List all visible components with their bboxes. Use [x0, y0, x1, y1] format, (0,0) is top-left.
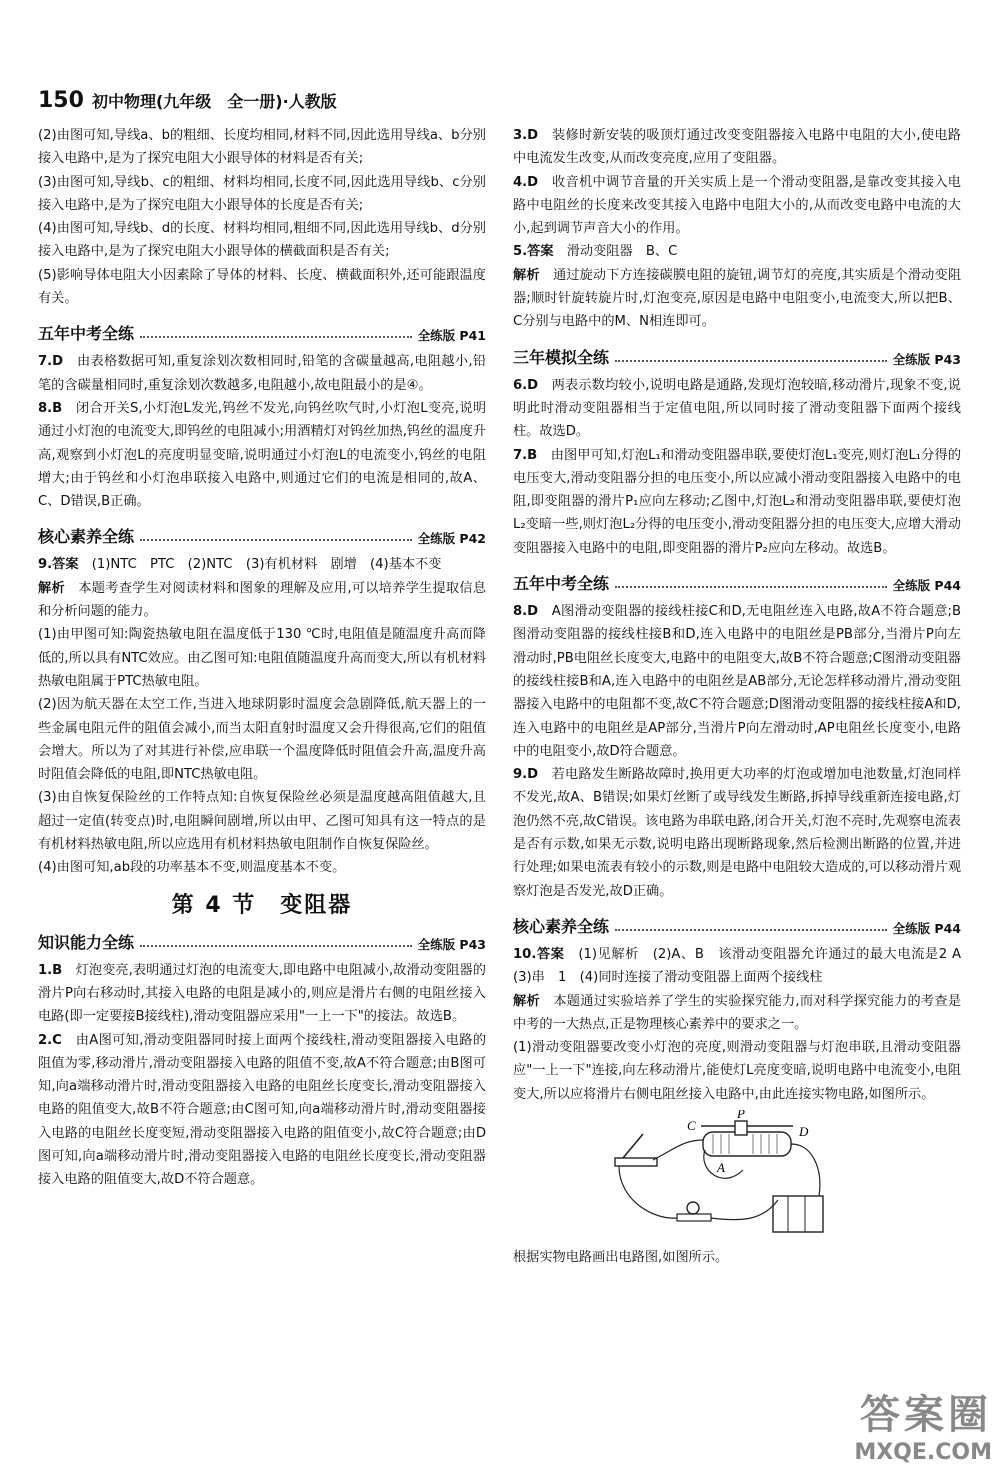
- book-title: 初中物理(九年级 全一册)·人教版: [91, 92, 337, 111]
- right-column: [513, 124, 975, 1269]
- section-title: 核心素养全练: [38, 527, 135, 547]
- analysis: [513, 990, 961, 1037]
- section-ref: 全练版 P43: [417, 936, 486, 952]
- answer-item: [38, 959, 486, 1029]
- section-ref: 全练版 P41: [417, 328, 486, 344]
- watermark-logo: [854, 1383, 992, 1465]
- section-title: 核心素养全练: [513, 916, 610, 936]
- answer-text: A图滑动变阻器的接线柱接C和D,无电阻丝连入电路,故A不符合题意;B图滑动变阻器的接线柱接B和D,连入电路中的电阻丝是PB部分,当滑片P向左滑动时,PB电阻丝长度变大,电路中的电阻变大,故B不符合题意;C图滑动变阻器的接线柱接B和A,连入电路中的电阻丝是AB部分,无论怎样移动滑片,滑动变阻器接入电路中的电阻都不变,故C不符合题意;D图滑动变阻器的接线柱接A和D,连入电路中的电阻丝是AP部分,当滑片P向左滑动时,AP电阻丝长度变小,电路中的电阻变小,故D符合题意。: [513, 604, 962, 759]
- label-c: C: [687, 1117, 696, 1133]
- label-p: P: [737, 1109, 745, 1121]
- answer-item: [513, 600, 961, 763]
- analysis-text: 通过旋动下方连接碳膜电阻的旋钮,调节灯的亮度,其实质是个滑动变阻器;顺时针旋转旋片时,灯泡变亮,原因是电路中电阻变小,电流变大,所以把B、C分别与电路中的M、N相连即可。: [513, 267, 962, 330]
- question-number: 7.B: [513, 447, 538, 463]
- watermark-text: 答案圈: [860, 1392, 992, 1438]
- answer-paragraph: (2)由图可知,导线a、b的粗细、长度均相同,材料不同,因此选用导线a、b分别接入电路中,是为了探究电阻大小跟导体的材料是否有关;: [38, 128, 486, 167]
- switch-lever: [623, 1134, 643, 1158]
- divider: [615, 929, 887, 931]
- battery: [773, 1196, 823, 1232]
- answer-item: [38, 553, 486, 576]
- answer-item: [513, 124, 961, 171]
- answer-text: 收音机中调节音量的开关实质上是一个滑动变阻器,是靠改变其接入电路中电阻丝的长度来改变其接入电路中电阻大小的,从而改变电路中电流的大小,起到调节声音大小的作用。: [513, 174, 961, 237]
- answer-text: 由A图可知,滑动变阻器同时接上面两个接线柱,滑动变阻器接入电路的阻值为零,移动滑片,滑动变阻器接入电路的阻值不变,故A不符合题意;由B图可知,向a端移动滑片时,滑动变阻器接入电路的电阻丝长度变长,滑动变阻器接入电路的阻值变大,故B不符合题意;由C图可知,向a端移动滑片时,滑动变阻器接入电路的电阻丝长度变短,滑动变阻器接入电路的阻值变小,故C符合题意;由D图可知,向a端移动滑片时,滑动变阻器接入电路的电阻丝长度变长,滑动变阻器接入电路的阻值变大,故D不符合题意。: [38, 1032, 487, 1188]
- answer-text: 闭合开关S,小灯泡L发光,钨丝不发光,向钨丝吹气时,小灯泡L变亮,说明通过小灯泡的电流变大,即钨丝的电阻减小;用酒精灯对钨丝加热,钨丝的温度升高,观察到小灯泡L的亮度明显变暗,说明通过小灯泡L的电流变小,钨丝的电阻增大;由于钨丝和小灯泡串联接入电路中,则通过它们的电流是相同的,故A、C、D错误,B正确。: [38, 400, 487, 510]
- question-number: 8.B: [38, 400, 63, 416]
- divider: [140, 336, 412, 338]
- question-number: 7.D: [38, 354, 64, 370]
- analysis-label: 解析: [513, 267, 540, 283]
- section-title: 知识能力全练: [38, 932, 135, 952]
- slider: [735, 1121, 747, 1135]
- section-title: 五年中考全练: [38, 324, 135, 344]
- page-header: [38, 88, 337, 113]
- answer-paragraph: (3)由自恢复保险丝的工作特点知:自恢复保险丝必须是温度越高阻值越大,且超过一定值(转变点)时,电阻瞬间剧增,所以由甲、乙图可知具有这一特点的是有机材料热敏电阻,所以应选用有机材料热敏电阻制作自恢复保险丝。: [38, 790, 486, 853]
- answer-text: 由表格数据可知,重复涂划次数相同时,铅笔的含碳量越高,电阻越小,铅笔的含碳量相同时,重复涂划次数越多,电阻越小,故电阻最小的是④。: [38, 354, 487, 393]
- question-number: 1.B: [38, 962, 63, 978]
- circuit-figure: [613, 1110, 863, 1240]
- section-ref: 全练版 P44: [892, 920, 961, 936]
- analysis-text: 本题考查学生对阅读材料和图象的理解及应用,可以培养学生提取信息和分析问题的能力。: [38, 580, 487, 620]
- label-d: D: [799, 1123, 809, 1139]
- section-ref: 全练版 P43: [892, 351, 961, 367]
- analysis: [513, 264, 961, 334]
- question-number: 9.D: [513, 767, 539, 783]
- section-header: [513, 911, 961, 937]
- answer-item: [513, 943, 975, 990]
- circuit-drawing: [613, 1110, 863, 1240]
- question-number: 8.D: [513, 604, 539, 620]
- answer-paragraph: (4)由图可知,导线b、d的长度、材料均相同,粗细不同,因此选用导线b、d分别接入电路中,是为了探究电阻大小跟导体的横截面积是否有关;: [38, 221, 486, 260]
- left-column: [38, 124, 486, 1192]
- answer-text: 装修时新安装的吸顶灯通过改变变阻器接入电路中电阻的大小,使电路中电流发生改变,从而改变亮度,应用了变阻器。: [513, 128, 961, 167]
- answer-text: 滑动变阻器 B、C: [566, 244, 678, 260]
- section-title: 三年模拟全练: [513, 347, 610, 367]
- divider: [140, 539, 412, 541]
- divider: [615, 360, 887, 362]
- section-ref: 全练版 P44: [892, 578, 961, 594]
- analysis-label: 解析: [38, 580, 65, 596]
- section-header: [38, 927, 486, 953]
- answer-item: [513, 240, 961, 263]
- section-header: [38, 318, 486, 344]
- chapter-title: 第 4 节 变阻器: [171, 892, 353, 918]
- section-header: [513, 568, 961, 594]
- answer-paragraph: (1)滑动变阻器要改变小灯泡的亮度,则滑动变阻器与灯泡串联,且滑动变阻器应"一上一下"连接,向左移动滑片,能使灯L亮度变暗,说明电路中电流变小,电阻变大,所以应将滑片右侧电阻丝接入电路中,由此连接实物电路,如图所示。: [513, 1040, 961, 1102]
- answer-paragraph: (4)由图可知,ab段的功率基本不变,则温度基本不变。: [38, 860, 346, 876]
- answer-text: 灯泡变亮,表明通过灯泡的电流变大,即电路中电阻减小,故滑动变阻器的滑片P向右移动时,其接入电路的电阻是减小的,则应是滑片右侧的电阻丝接入电路(即一定要接B接线柱),滑动变阻器应采用"一上一下"的接法。故选B。: [38, 962, 486, 1025]
- section-header: [38, 521, 486, 547]
- watermark-url: MXQE.COM: [854, 1440, 992, 1465]
- answer-paragraph: 根据实物电路画出电路图,如图所示。: [513, 1249, 729, 1265]
- divider: [615, 586, 887, 588]
- answer-item: [38, 350, 486, 397]
- label-a: A: [717, 1159, 725, 1175]
- answer-text: (1)见解析 (2)A、B 该滑动变阻器允许通过的最大电流是2 A (3)串 1 (4)同时连接了滑动变阻器上面两个接线柱: [513, 946, 975, 986]
- analysis-text: 本题通过实验培养了学生的实验探究能力,而对科学探究能力的考查是中考的一大热点,正是物理核心素养中的要求之一。: [513, 993, 962, 1032]
- analysis-label: 解析: [513, 993, 540, 1009]
- answer-item: [513, 444, 961, 560]
- switch-base: [615, 1158, 657, 1166]
- divider: [140, 945, 412, 947]
- question-number: 5.答案: [513, 244, 554, 260]
- bulb-holder: [677, 1214, 711, 1221]
- question-number: 4.D: [513, 174, 539, 190]
- answer-text: (1)NTC PTC (2)NTC (3)有机材料 剧增 (4)基本不变: [91, 557, 442, 573]
- wire: [653, 1140, 703, 1160]
- question-number: 10.答案: [513, 946, 565, 962]
- answer-paragraph: (5)影响导体电阻大小因素除了导体的材料、长度、横截面积外,还可能跟温度有关。: [38, 267, 486, 307]
- answer-item: [513, 763, 961, 903]
- answer-paragraph: (1)由甲图可知:陶瓷热敏电阻在温度低于130 ℃时,电阻值是随温度升高而降低的,所以具有NTC效应。由乙图可知:电阻值随温度升高而变大,所以有机材料热敏电阻属于PTC热敏电阻。: [38, 627, 486, 689]
- answer-text: 两表示数均较小,说明电路是通路,发现灯泡较暗,移动滑片,现象不变,说明此时滑动变阻器相当于定值电阻,所以同时接了滑动变阻器下面两个接线柱。故选D。: [513, 377, 961, 440]
- section-ref: 全练版 P42: [417, 531, 486, 547]
- section-header: [513, 342, 961, 368]
- question-number: 6.D: [513, 377, 539, 393]
- wire: [619, 1166, 677, 1218]
- answer-paragraph: (2)因为航天器在太空工作,当进入地球阴影时温度会急剧降低,航天器上的一些金属电阻元件的阻值会减小,而当太阳直射时温度又会升得很高,它们的阻值会增大。所以为了对其进行补偿,应串联一个温度降低时阻值会升高,温度升高时阻值会降低的电阻,即NTC热敏电阻。: [38, 697, 486, 783]
- question-number: 2.C: [38, 1032, 62, 1048]
- bulb: [687, 1202, 699, 1214]
- wire: [711, 1200, 778, 1220]
- answer-item: [38, 1029, 486, 1192]
- answer-item: [513, 374, 961, 444]
- answer-paragraph: (3)由图可知,导线b、c的粗细、材料均相同,长度不同,因此选用导线b、c分别接入电路中,是为了探究电阻大小跟导体的长度是否有关;: [38, 174, 486, 213]
- answer-text: 由图甲可知,灯泡L₁和滑动变阻器串联,要使灯泡L₁变亮,则灯泡L₁分得的电压变大,滑动变阻器分担的电压变小,所以应减小滑动变阻器接入电路中的电阻,即变阻器的滑片P₁应向左移动;乙图中,灯泡L₂和滑动变阻器串联,要使灯泡L₂变暗一些,则灯泡L₂分得的电压变小,滑动变阻器分担的电压变大,应增大滑动变阻器接入电路中的电阻,即变阻器的滑片P₂应向左移动。故选B。: [513, 447, 962, 556]
- answer-item: [38, 397, 486, 513]
- wire: [791, 1144, 820, 1196]
- question-number: 3.D: [513, 128, 539, 143]
- question-number: 9.答案: [38, 557, 79, 573]
- answer-text: 若电路发生断路故障时,换用更大功率的灯泡或增加电池数量,灯泡同样不发光,故A、B错误;如果灯丝断了或导线发生断路,拆掉导线重新连接电路,灯泡仍然不亮,故C错误。该电路为串联电路,闭合开关,灯泡不亮时,先观察电流表是否有示数,如果无示数,说明电路出现断路现象,然后检测出断路的位置,并进行处理;如果电流表有较小的示数,则是电路中电阻较大造成的,可以移动滑片观察灯泡是否发光,故D正确。: [513, 767, 962, 899]
- answer-item: [513, 171, 961, 241]
- analysis: [38, 577, 486, 624]
- section-title: 五年中考全练: [513, 574, 610, 594]
- page-number: 150: [38, 88, 84, 113]
